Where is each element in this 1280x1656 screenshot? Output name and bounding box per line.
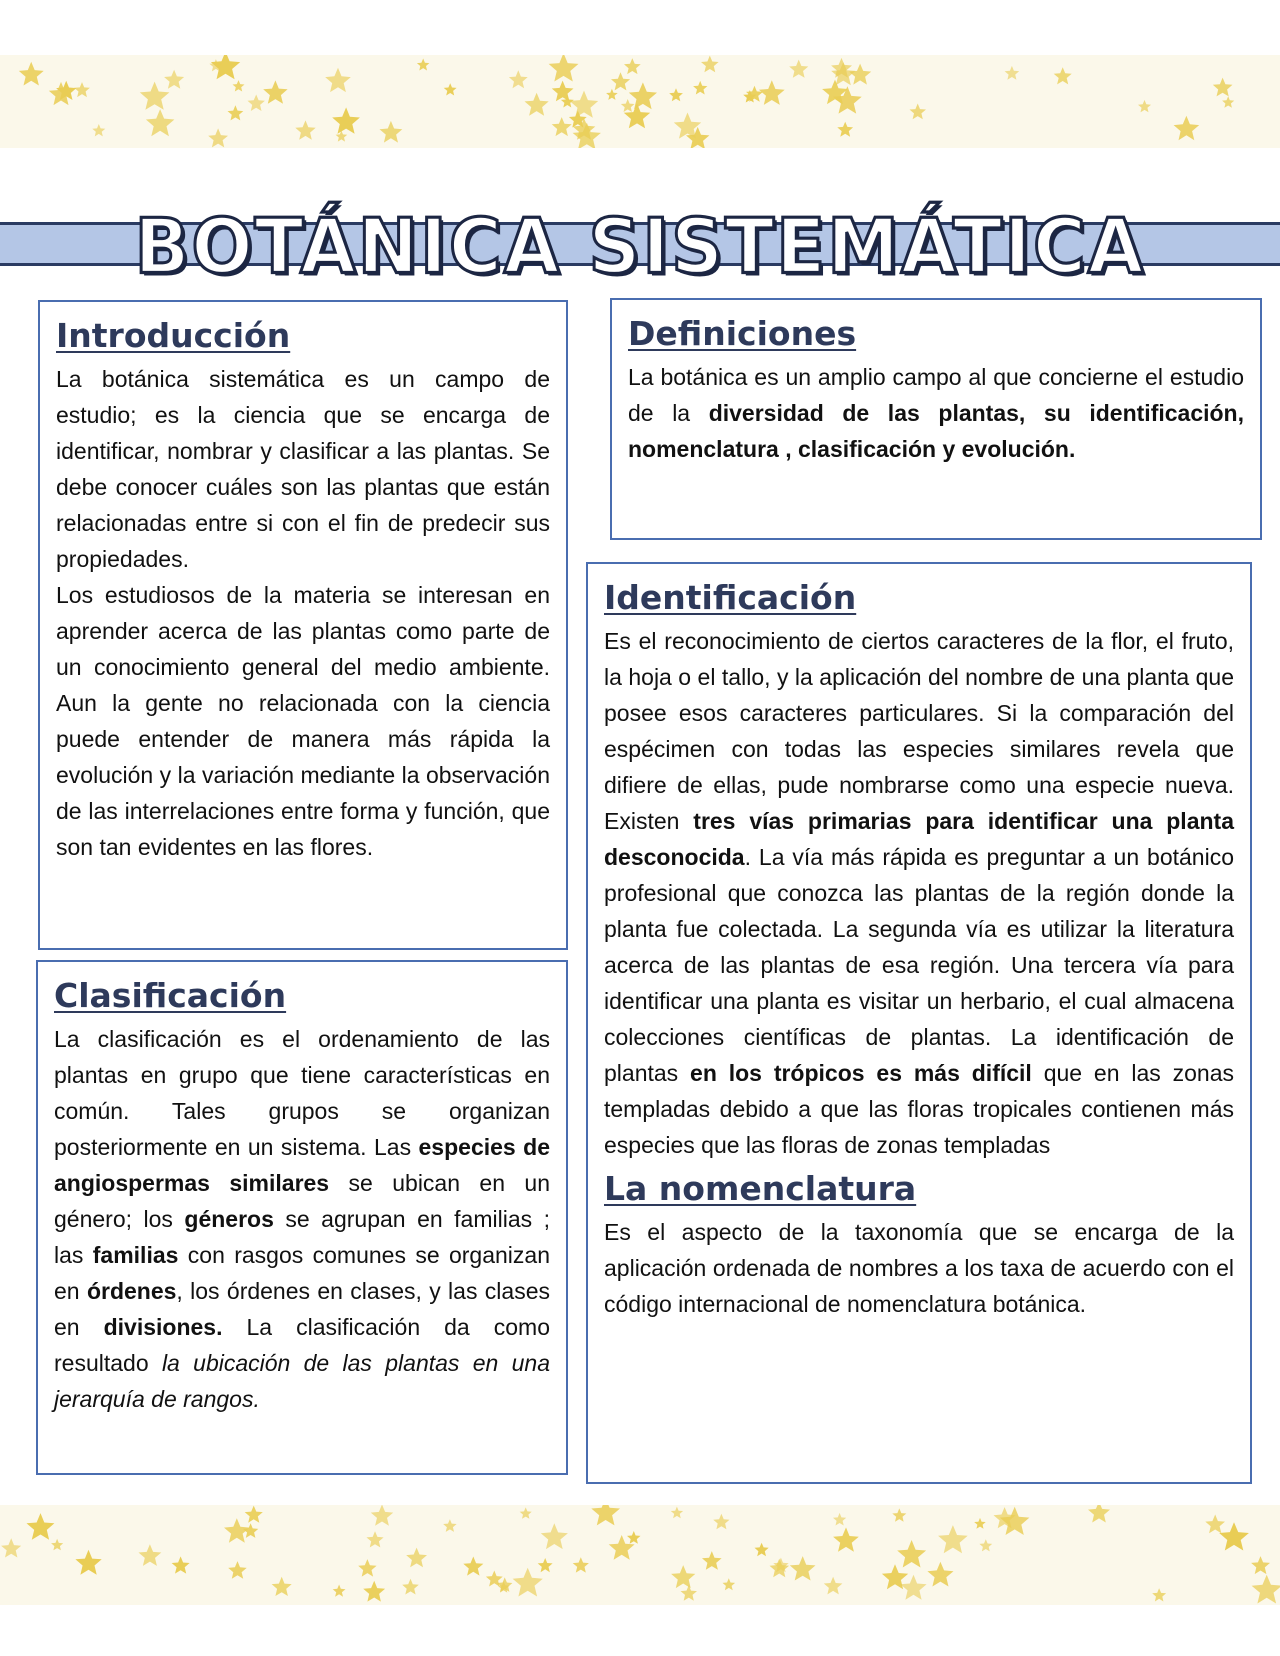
star-icon: [833, 1513, 846, 1526]
identificacion-text-1: Es el reconocimiento de ciertos caracteres de la flor, el fruto, la hoja o el tallo, y la aplicación del nombre de una planta que posee esos caracteres particulares. Si la comparación del espécimen con todas las especies similares revela que difiere de ellas, pude nombrarse como una especie nueva. Existen: [604, 628, 1234, 834]
star-icon: [363, 1581, 385, 1602]
clasificacion-section: [36, 960, 568, 1475]
star-icon: [833, 1527, 859, 1551]
star-icon: [1138, 100, 1151, 112]
star-icon: [1251, 1556, 1270, 1574]
star-icon: [74, 82, 90, 97]
star-icon: [1222, 96, 1234, 108]
star-icon: [245, 1506, 263, 1523]
star-icon: [92, 124, 105, 136]
star-icon: [770, 1559, 790, 1578]
star-icon: [19, 62, 44, 86]
star-icon: [172, 1556, 190, 1573]
star-icon: [1219, 1522, 1249, 1550]
star-icon: [693, 81, 707, 95]
clasificacion-text-3: se agrupan en familias ; las: [54, 1206, 550, 1268]
star-icon: [849, 64, 871, 85]
clasificacion-text-2: se ubican en un género; los: [54, 1170, 551, 1232]
star-icon: [1088, 1505, 1110, 1523]
star-icon: [358, 1559, 376, 1577]
star-icon: [701, 56, 719, 73]
star-icon: [552, 81, 574, 102]
star-icon: [333, 1585, 346, 1597]
star-icon: [463, 1557, 483, 1576]
clasificacion-paragraph: [54, 1021, 550, 1417]
identificacion-text-2: . La vía más rápida es preguntar a un botánico profesional que conozca las plantas de la región donde la planta fue colectada. La segunda vía es utilizar la literatura acerca de las plantas de esa región. Una tercera vía para identificar una planta es visitar un herbario, el cual almacena colecciones científicas de plantas. La identificación de plantas: [604, 844, 1234, 1086]
star-icon: [1005, 66, 1020, 80]
star-icon: [627, 1531, 641, 1544]
star-icon: [208, 128, 228, 147]
star-icon: [443, 1519, 456, 1532]
stars-decoration: [0, 55, 1280, 148]
star-icon: [233, 80, 245, 91]
intro-paragraph-1: La botánica sistemática es un campo de estudio; es la ciencia que se encarga de identificar, nombrar y clasificar a las plantas. Se debe conocer cuáles son las plantas que están relacionadas entre si con el fin de predecir sus propiedades.: [56, 366, 550, 572]
clasificacion-italic: la ubicación de las plantas en una jerarquía de rangos.: [54, 1350, 550, 1412]
star-border-top: [0, 55, 1280, 148]
star-icon: [1152, 1588, 1166, 1601]
star-icon: [1252, 1575, 1280, 1604]
star-icon: [380, 121, 403, 143]
star-icon: [671, 1565, 695, 1588]
clasificacion-text-1: La clasificación es el ordenamiento de las plantas en grupo que tiene características en común. Tales grupos se organizan posteriormente en un sistema. Las: [54, 1026, 550, 1160]
star-icon: [228, 105, 244, 120]
star-icon: [325, 68, 351, 92]
clasificacion-bold-1: especies de angiospermas similares: [54, 1134, 550, 1196]
star-icon: [538, 1558, 553, 1572]
star-icon: [621, 99, 635, 112]
star-icon: [371, 1505, 393, 1526]
star-icon: [1174, 116, 1200, 140]
star-icon: [1, 1538, 21, 1557]
identificacion-heading: Identificación: [604, 578, 857, 617]
star-icon: [900, 1575, 926, 1600]
star-icon: [606, 89, 618, 100]
star-icon: [272, 1577, 292, 1596]
nomenclatura-heading: La nomenclatura: [604, 1169, 917, 1208]
clasificacion-text-6: La clasificación da como resultado: [54, 1314, 550, 1376]
star-icon: [723, 1578, 736, 1590]
star-icon: [248, 95, 265, 112]
page-title: BOTÁNICA SISTEMÁTICA: [134, 201, 1146, 291]
star-icon: [75, 1550, 101, 1575]
star-icon: [549, 55, 579, 82]
star-icon: [1213, 78, 1233, 97]
star-icon: [669, 88, 683, 101]
identificacion-section: [586, 562, 1252, 1484]
star-icon: [892, 1508, 906, 1521]
star-icon: [140, 82, 170, 110]
star-icon: [897, 1540, 926, 1568]
definiciones-paragraph: [628, 359, 1244, 467]
clasificacion-bold-4: órdenes: [86, 1278, 177, 1304]
identificacion-bold-1: tres vías primarias para identificar una planta desconocida: [604, 808, 1234, 870]
star-icon: [1205, 1515, 1225, 1534]
star-icon: [27, 1513, 55, 1540]
star-icon: [570, 91, 599, 118]
star-icon: [611, 72, 630, 90]
star-icon: [336, 131, 348, 142]
star-icon: [520, 1507, 532, 1518]
star-icon: [367, 1531, 384, 1547]
star-icon: [591, 1505, 620, 1525]
star-icon: [51, 1539, 63, 1551]
star-icon: [979, 1539, 992, 1551]
identificacion-text-3: que en las zonas templadas debido a que las floras tropicales contienen más especies que las floras de zonas templadas: [604, 1060, 1235, 1158]
star-icon: [910, 104, 927, 120]
star-icon: [509, 70, 528, 88]
definiciones-heading: Definiciones: [628, 314, 857, 353]
star-icon: [332, 107, 360, 133]
star-icon: [263, 80, 287, 103]
star-icon: [146, 109, 175, 136]
star-icon: [837, 122, 853, 137]
clasificacion-bold-3: familias: [92, 1242, 179, 1268]
stars-decoration: [0, 1505, 1280, 1605]
definiciones-section: [610, 298, 1262, 540]
intro-paragraph-2: Los estudiosos de la materia se interesan en aprender acerca de las plantas como parte de un conocimiento general del medio ambiente. Aun la gente no relacionada con la ciencia puede entender de manera más rápida la evolución y la variación mediante la observación de las interrelaciones entre forma y función, que son tan evidentes en las flores.: [56, 582, 550, 860]
intro-heading: Introducción: [56, 316, 291, 355]
star-icon: [974, 1518, 986, 1529]
star-border-bottom: [0, 1505, 1280, 1605]
star-icon: [671, 1507, 683, 1519]
star-icon: [406, 1548, 427, 1568]
star-icon: [444, 83, 457, 95]
clasificacion-text-4: con rasgos comunes se organizan en: [54, 1242, 550, 1304]
clasificacion-bold-2: géneros: [184, 1206, 274, 1232]
star-icon: [789, 60, 808, 78]
star-icon: [681, 1585, 698, 1601]
star-icon: [228, 1561, 247, 1579]
star-icon: [759, 80, 785, 105]
star-icon: [224, 1518, 250, 1542]
star-icon: [295, 120, 315, 139]
star-icon: [755, 1543, 769, 1557]
star-icon: [573, 1557, 589, 1572]
nomenclatura-paragraph: Es el aspecto de la taxonomía que se encarga de la aplicación ordenada de nombres a los taxa de acuerdo con el código internacional de nomenclatura botánica.: [604, 1219, 1234, 1317]
clasificacion-heading: Clasificación: [54, 976, 287, 1015]
definiciones-text: La botánica es un amplio campo al que concierne el estudio de la: [628, 364, 1244, 426]
identificacion-paragraph: [604, 623, 1234, 1163]
star-icon: [417, 59, 430, 71]
clasificacion-bold-5: divisiones.: [103, 1314, 223, 1340]
star-icon: [713, 1514, 729, 1530]
star-icon: [139, 1544, 162, 1566]
star-icon: [824, 1577, 843, 1595]
star-icon: [790, 1556, 816, 1580]
star-icon: [624, 58, 641, 74]
star-icon: [541, 1523, 568, 1549]
star-icon: [525, 93, 549, 116]
star-icon: [402, 1579, 419, 1595]
definiciones-bold: diversidad de las plantas, su identificación, nomenclatura , clasificación y evolución.: [628, 400, 1244, 462]
clasificacion-text-5: , los órdenes en clases, y las clases en: [54, 1278, 550, 1340]
star-icon: [702, 1551, 722, 1570]
star-icon: [164, 70, 184, 89]
star-icon: [513, 1568, 543, 1597]
star-icon: [552, 117, 572, 136]
identificacion-bold-2: en los trópicos es más difícil: [690, 1060, 1032, 1086]
intro-section: [38, 300, 568, 950]
star-icon: [1054, 67, 1072, 84]
star-icon: [938, 1525, 968, 1553]
star-icon: [927, 1562, 953, 1587]
